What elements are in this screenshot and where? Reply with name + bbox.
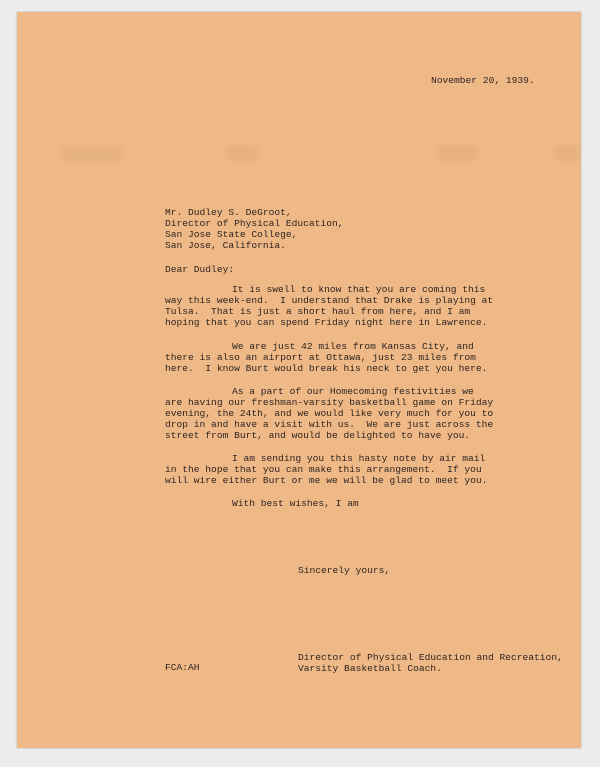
body-paragraph-4 [165, 453, 487, 486]
paper-smudge [555, 146, 579, 160]
body-paragraph-2 [165, 341, 487, 374]
body-paragraph-1 [165, 284, 493, 328]
typist-initials: FCA:AH [165, 662, 200, 673]
paragraph-line: hoping that you can spend Friday night here in Lawrence. [165, 317, 488, 328]
address-line: San Jose State College, [165, 229, 298, 240]
paragraph-line: I am sending you this hasty note by air mail [232, 453, 486, 464]
paragraph-line: will wire either Burt or me we will be glad to meet you. [165, 475, 488, 486]
paragraph-line: are having our freshman-varsity basketball game on Friday [165, 397, 494, 408]
paragraph-line: It is swell to know that you are coming this [232, 284, 486, 295]
address-line: Director of Physical Education, [165, 218, 344, 229]
body-paragraph-3 [165, 386, 493, 441]
complimentary-close: Sincerely yours, [298, 565, 391, 576]
signature-title-line: Varsity Basketball Coach. [298, 663, 442, 674]
paragraph-line: there is also an airport at Ottawa, just 23 miles from [165, 352, 476, 363]
letter-page [17, 12, 581, 748]
paper-smudge [62, 148, 122, 162]
closing-line: With best wishes, I am [232, 498, 359, 509]
paragraph-line: in the hope that you can make this arrangement. If you [165, 464, 482, 475]
paragraph-line: We are just 42 miles from Kansas City, and [232, 341, 474, 352]
paragraph-line: drop in and have a visit with us. We are just across the [165, 419, 494, 430]
signature-block [298, 652, 563, 674]
paragraph-line: way this week-end. I understand that Drake is playing at [165, 295, 494, 306]
inside-address [165, 207, 343, 251]
salutation: Dear Dudley: [165, 264, 235, 275]
address-line: San Jose, California. [165, 240, 286, 251]
signature-title-line: Director of Physical Education and Recreation, [298, 652, 563, 663]
letter-date: November 20, 1939. [431, 75, 535, 86]
paragraph-line: Tulsa. That is just a short haul from here, and I am [165, 306, 471, 317]
paper-smudge [437, 146, 477, 160]
address-line: Mr. Dudley S. DeGroot, [165, 207, 292, 218]
paragraph-line: evening, the 24th, and we would like very much for you to [165, 408, 494, 419]
paper-smudge [227, 146, 257, 160]
paragraph-line: here. I know Burt would break his neck to get you here. [165, 363, 488, 374]
paragraph-line: As a part of our Homecoming festivities we [232, 386, 474, 397]
paragraph-line: street from Burt, and would be delighted to have you. [165, 430, 471, 441]
